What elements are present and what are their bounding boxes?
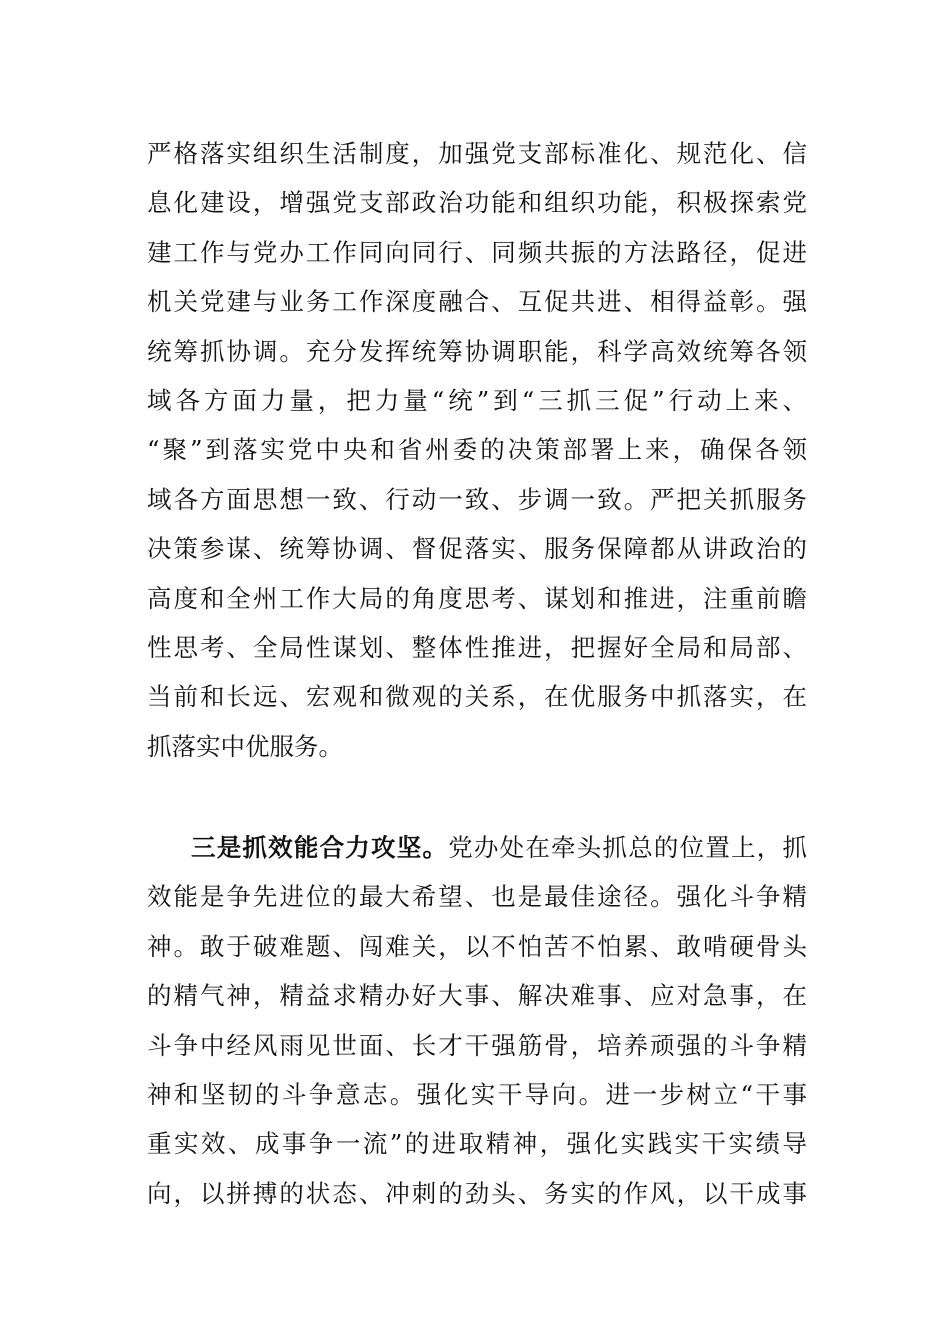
text-line: 性思考、全局性谋划、整体性推进，把握好全局和局部、 xyxy=(147,632,807,662)
section-heading: 三是抓效能合力攻坚。 xyxy=(191,833,449,862)
text-line: 效能是争先进位的最大希望、也是最佳途径。强化斗争精 xyxy=(147,882,807,912)
text-line: 域各方面力量，把力量“统”到“三抓三促”行动上来、 xyxy=(147,385,807,415)
text-line: 当前和长远、宏观和微观的关系，在优服务中抓落实，在 xyxy=(147,682,807,712)
text-line: 神和坚韧的斗争意志。强化实干导向。进一步树立“干事 xyxy=(147,1079,807,1109)
text-line: 向，以拼搏的状态、冲刺的劲头、务实的作风，以干成事 xyxy=(147,1178,807,1208)
text-line: 重实效、成事争一流”的进取精神，强化实践实干实绩导 xyxy=(147,1129,807,1159)
text-line: 统筹抓协调。充分发挥统筹协调职能，科学高效统筹各领 xyxy=(147,336,807,366)
text-line: 严格落实组织生活制度，加强党支部标准化、规范化、信 xyxy=(147,139,807,168)
text-line: 决策参谋、统筹协调、督促落实、服务保障都从讲政治的 xyxy=(147,534,807,564)
text-line: 建工作与党办工作同向同行、同频共振的方法路径，促进 xyxy=(147,237,807,267)
paragraph-efficiency xyxy=(147,823,807,1218)
heading-continuation: 党办处在牵头抓总的位置上，抓 xyxy=(448,833,808,862)
text-line-first xyxy=(147,823,807,872)
text-line: 高度和全州工作大局的角度思考、谋划和推进，注重前瞻 xyxy=(147,583,807,613)
text-line: 抓落实中优服务。 xyxy=(147,731,343,761)
text-line: 域各方面思想一致、行动一致、步调一致。严把关抓服务 xyxy=(147,484,807,514)
text-line: 神。敢于破难题、闯难关，以不怕苦不怕累、敢啃硬骨头 xyxy=(147,931,807,961)
text-line: 息化建设，增强党支部政治功能和组织功能，积极探索党 xyxy=(147,188,807,218)
text-line: 的精气神，精益求精办好大事、解决难事、应对急事，在 xyxy=(147,981,807,1011)
text-line: “聚”到落实党中央和省州委的决策部署上来，确保各领 xyxy=(147,435,807,465)
paragraph-organization-coordination xyxy=(147,129,807,771)
text-line: 斗争中经风雨见世面、长才干强筋骨，培养顽强的斗争精 xyxy=(147,1030,807,1060)
text-line: 机关党建与业务工作深度融合、互促共进、相得益彰。强 xyxy=(147,287,807,317)
